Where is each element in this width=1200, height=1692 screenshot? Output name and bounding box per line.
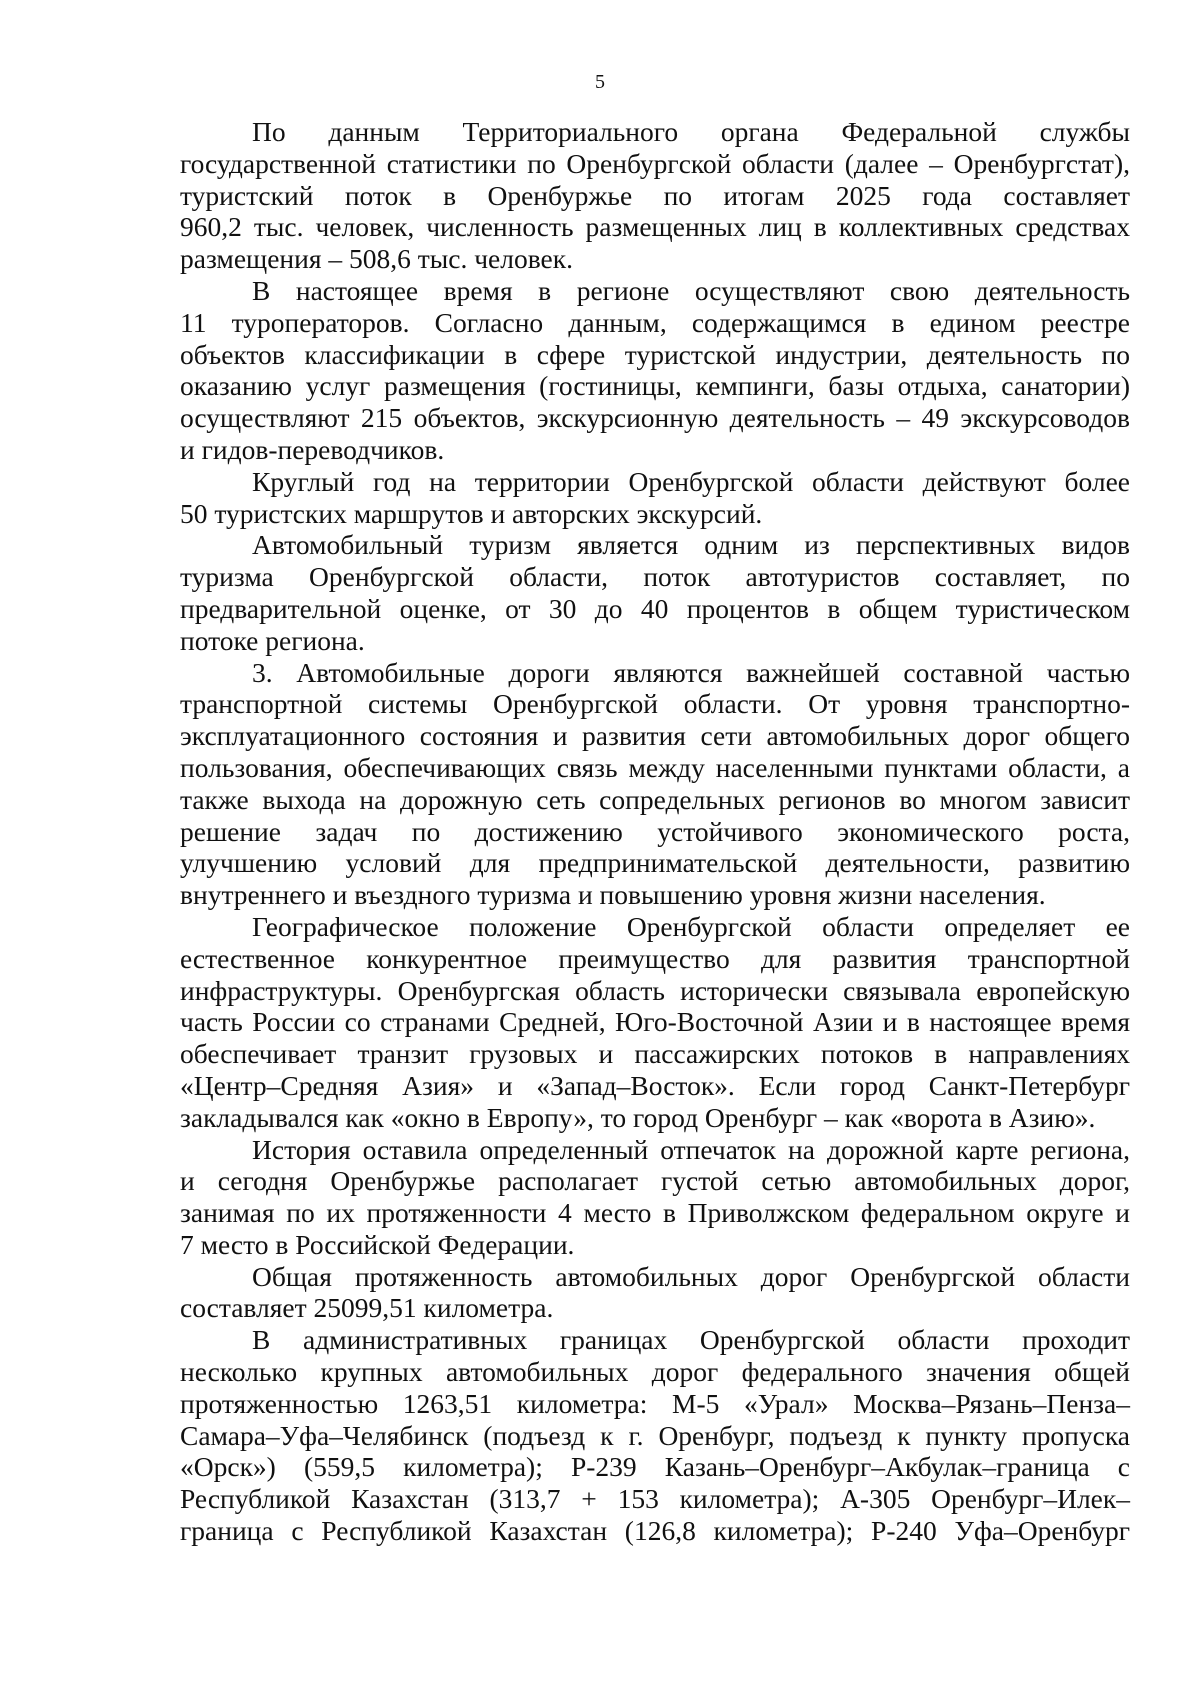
text-line: Самара–Уфа–Челябинск (подъезд к г. Оренбург, подъезд к пункту пропуска [180, 1419, 1130, 1451]
text-line: Круглый год на территории Оренбургской области действуют более [252, 465, 1130, 497]
text-line: предварительной оценке, от 30 до 40 процентов в общем туристическом [180, 592, 1130, 624]
text-line: В настоящее время в регионе осуществляют свою деятельность [252, 274, 1130, 306]
paragraph [180, 657, 1130, 911]
paragraph [180, 529, 1130, 656]
text-line: государственной статистики по Оренбургской области (далее – Оренбургстат), [180, 147, 1130, 179]
text-line: 11 туроператоров. Согласно данным, содержащимся в едином реестре [180, 306, 1130, 338]
text-line: инфраструктуры. Оренбургская область исторически связывала европейскую [180, 974, 1130, 1006]
text-line: транспортной системы Оренбургской области. От уровня транспортно- [180, 688, 1130, 720]
paragraph [180, 466, 1130, 530]
text-line: 3. Автомобильные дороги являются важнейшей составной частью [252, 656, 1130, 688]
text-line: внутреннего и въездного туризма и повышению уровня жизни населения. [180, 879, 1046, 911]
paragraph [180, 275, 1130, 466]
paragraph [180, 1134, 1130, 1261]
paragraph [180, 911, 1130, 1134]
text-line: также выхода на дорожную сеть сопредельных регионов во многом зависит [180, 783, 1130, 815]
text-line: протяженностью 1263,51 километра: М-5 «Урал» Москва–Рязань–Пенза– [180, 1387, 1130, 1419]
text-line: закладывался как «окно в Европу», то город Оренбург – как «ворота в Азию». [180, 1101, 1096, 1133]
text-line: размещения – 508,6 тыс. человек. [180, 243, 573, 275]
text-line: «Орск») (559,5 километра); Р-239 Казань–Оренбург–Акбулак–граница с [180, 1451, 1130, 1483]
text-line: граница с Республикой Казахстан (126,8 километра); Р-240 Уфа–Оренбург [180, 1515, 1130, 1547]
text-line: История оставила определенный отпечаток на дорожной карте региона, [252, 1133, 1130, 1165]
text-line: 7 место в Российской Федерации. [180, 1228, 575, 1260]
paragraph [180, 1324, 1130, 1547]
text-line: и сегодня Оренбуржье располагает густой сетью автомобильных дорог, [180, 1165, 1130, 1197]
page-number: 5 [595, 71, 605, 93]
text-line: Автомобильный туризм является одним из перспективных видов [252, 529, 1130, 561]
text-line: потоке региона. [180, 624, 365, 656]
text-line: естественное конкурентное преимущество для развития транспортной [180, 942, 1130, 974]
text-line: 960,2 тыс. человек, численность размещенных лиц в коллективных средствах [180, 211, 1130, 243]
text-line: Республикой Казахстан (313,7 + 153 километра); А-305 Оренбург–Илек– [180, 1483, 1130, 1515]
text-line: эксплуатационного состояния и развития сети автомобильных дорог общего [180, 720, 1130, 752]
text-line: Общая протяженность автомобильных дорог Оренбургской области [252, 1260, 1130, 1292]
text-line: улучшению условий для предпринимательской деятельности, развитию [180, 847, 1130, 879]
text-line: оказанию услуг размещения (гостиницы, кемпинги, базы отдыха, санатории) [180, 370, 1130, 402]
text-line: пользования, обеспечивающих связь между населенными пунктами области, а [180, 751, 1130, 783]
paragraph [180, 1261, 1130, 1325]
paragraph [180, 116, 1130, 275]
text-line: и гидов-переводчиков. [180, 433, 445, 465]
text-line: «Центр–Средняя Азия» и «Запад–Восток». Если город Санкт-Петербург [180, 1069, 1130, 1101]
text-line: занимая по их протяженности 4 место в Приволжском федеральном округе и [180, 1197, 1130, 1229]
text-line: обеспечивает транзит грузовых и пассажирских потоков в направлениях [180, 1038, 1130, 1070]
text-line: Географическое положение Оренбургской области определяет ее [252, 910, 1130, 942]
text-line: несколько крупных автомобильных дорог федерального значения общей [180, 1356, 1130, 1388]
text-line: составляет 25099,51 километра. [180, 1292, 554, 1324]
text-line: туристский поток в Оренбуржье по итогам 2025 года составляет [180, 179, 1130, 211]
text-line: туризма Оренбургской области, поток автотуристов составляет, по [180, 561, 1130, 593]
text-line: объектов классификации в сфере туристской индустрии, деятельность по [180, 338, 1130, 370]
text-line: По данным Территориального органа Федеральной службы [252, 116, 1130, 147]
text-line: В административных границах Оренбургской области проходит [252, 1324, 1130, 1356]
text-line: решение задач по достижению устойчивого экономического роста, [180, 815, 1130, 847]
text-line: часть России со странами Средней, Юго-Восточной Азии и в настоящее время [180, 1006, 1130, 1038]
text-line: осуществляют 215 объектов, экскурсионную деятельность – 49 экскурсоводов [180, 402, 1130, 434]
document-body [180, 116, 1130, 1547]
text-line: 50 туристских маршрутов и авторских экскурсий. [180, 497, 763, 529]
